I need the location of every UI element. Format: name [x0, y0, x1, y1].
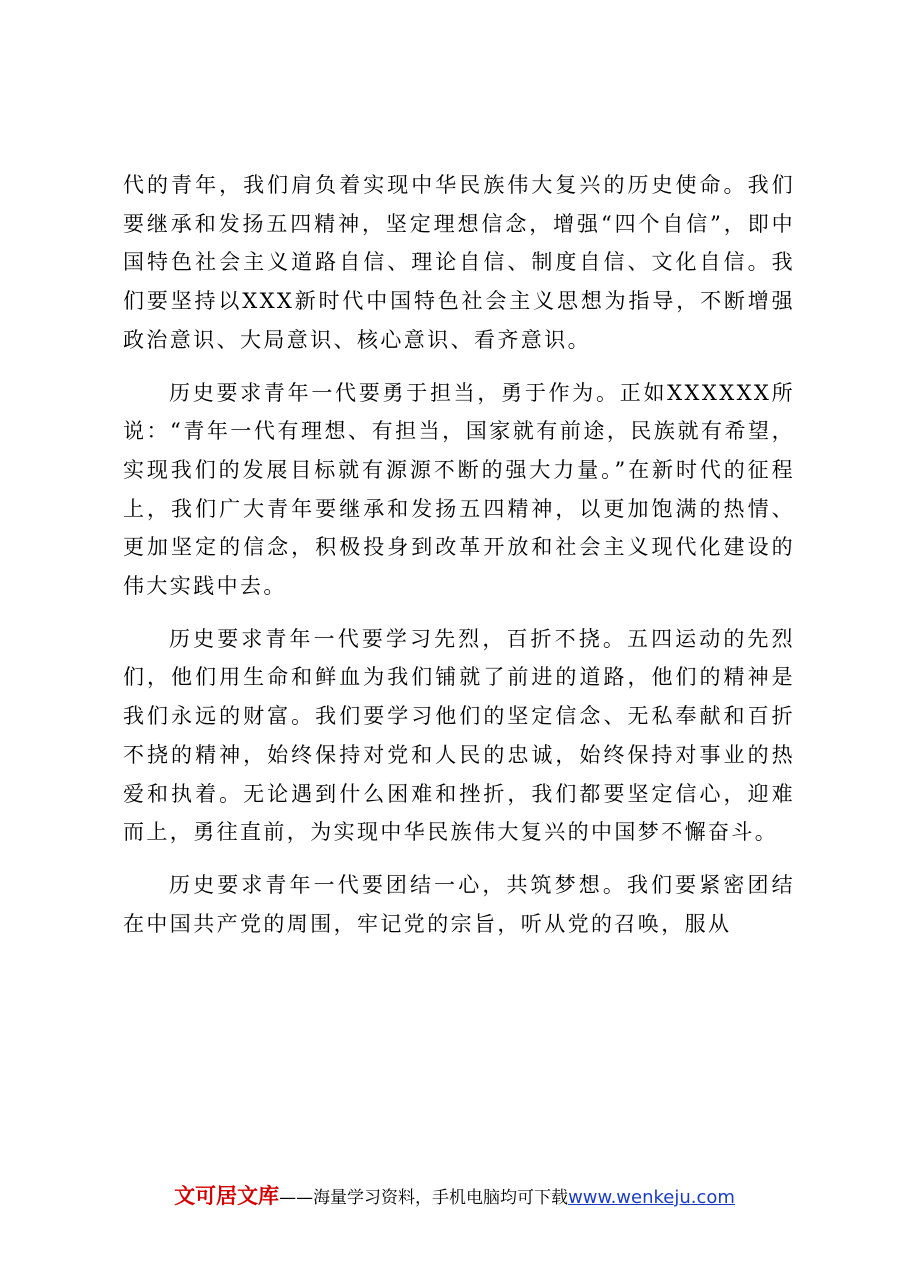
paragraph-continuation: 代的青年，我们肩负着实现中华民族伟大复兴的历史使命。我们要继承和发扬五四精神，坚定理想信念，增强“四个自信”，即中国特色社会主义道路自信、理论自信、制度自信、文化自信。我们要坚持以XXX新时代中国特色社会主义思想为指导，不断增强政治意识、大局意识、核心意识、看齐意识。 — [123, 173, 795, 352]
page-footer — [0, 1180, 909, 1210]
paragraph-unite-as-one: 历史要求青年一代要团结一心，共筑梦想。我们要紧密团结在中国共产党的周围，牢记党的宗旨，听从党的召唤，服从 — [123, 872, 795, 936]
footer-site-link[interactable]: www.wenkeju.com — [568, 1187, 735, 1208]
paragraph-learn-from-martyrs: 历史要求青年一代要学习先烈，百折不挠。五四运动的先烈们，他们用生命和鲜血为我们铺就了前进的道路，他们的精神是我们永远的财富。我们要学习他们的坚定信念、无私奉献和百折不挠的精神，始终保持对党和人民的忠诚，始终保持对事业的热爱和执着。无论遇到什么困难和挫折，我们都要坚定信心，迎难而上，勇往直前，为实现中华民族伟大复兴的中国梦不懈奋斗。 — [123, 626, 795, 845]
document-body — [123, 166, 795, 957]
paragraph-take-responsibility: 历史要求青年一代要勇于担当，勇于作为。正如XXXXXX所说：“青年一代有理想、有担当，国家就有前途，民族就有希望，实现我们的发展目标就有源源不断的强大力量。”在新时代的征程上，我们广大青年要继承和发扬五四精神，以更加饱满的热情、更加坚定的信念，积极投身到改革开放和社会主义现代化建设的伟大实践中去。 — [123, 380, 795, 599]
footer-brand: 文可居文库 — [174, 1184, 280, 1208]
footer-tagline: ——海量学习资料，手机电脑均可下载 — [279, 1188, 569, 1208]
